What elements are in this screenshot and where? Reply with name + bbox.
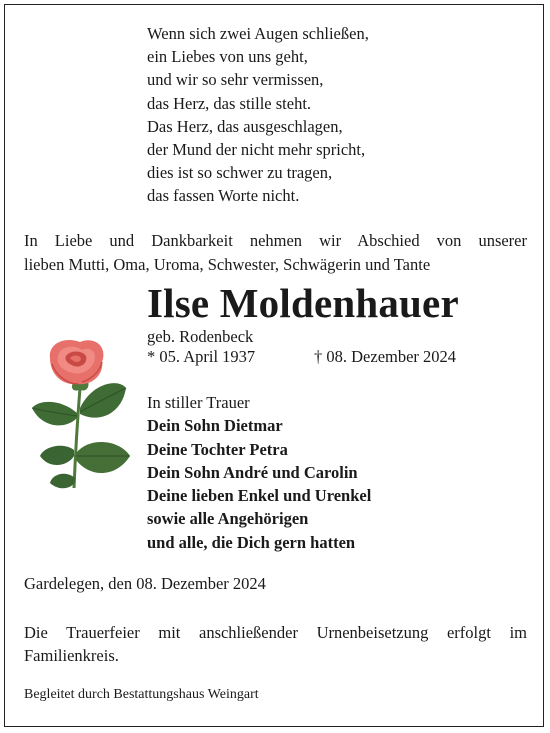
poem-line: Wenn sich zwei Augen schließen, (147, 24, 369, 43)
poem-line: das Herz, das stille steht. (147, 93, 312, 113)
undertaker-credit: Begleitet durch Bestattungshaus Weingart (24, 687, 259, 702)
funeral-notice (24, 621, 527, 667)
mourner-line: Deine lieben Enkel und Urenkel (147, 486, 372, 506)
rose-image (30, 338, 138, 493)
life-dates (147, 346, 487, 368)
place-and-date: Gardelegen, den 08. Dezember 2024 (24, 574, 266, 593)
intro-text (24, 229, 527, 277)
funeral-line-2: Familienkreis. (24, 646, 119, 665)
intro-line-2: lieben Mutti, Oma, Uroma, Schwester, Schwägerin und Tante (24, 255, 431, 274)
born-name: geb. Rodenbeck (147, 327, 254, 346)
poem-line: dies ist so schwer zu tragen, (147, 163, 333, 183)
poem-line: Das Herz, das ausgeschlagen, (147, 116, 343, 136)
poem-line: der Mund der nicht mehr spricht, (147, 139, 366, 159)
mourner-line: sowie alle Angehörigen (147, 509, 309, 529)
intro-line-1: In Liebe und Dankbarkeit nehmen wir Abschied von unserer (24, 231, 527, 250)
mourners-heading: In stiller Trauer (147, 393, 250, 412)
birth-date: * 05. April 1937 (147, 347, 256, 366)
poem (147, 22, 369, 208)
death-date: † 08. Dezember 2024 (314, 347, 457, 366)
poem-line: und wir so sehr vermissen, (147, 70, 324, 90)
mourner-line: Deine Tochter Petra (147, 439, 288, 459)
funeral-line-1: Die Trauerfeier mit anschließender Urnenbeisetzung erfolgt im (24, 623, 527, 642)
mourner-line: und alle, die Dich gern hatten (147, 532, 356, 552)
mourners-list (147, 391, 371, 554)
deceased-name: Ilse Moldenhauer (147, 280, 459, 326)
mourner-line: Dein Sohn André und Carolin (147, 462, 358, 482)
poem-line: ein Liebes von uns geht, (147, 47, 308, 67)
mourner-line: Dein Sohn Dietmar (147, 416, 283, 436)
poem-line: das fassen Worte nicht. (147, 186, 300, 206)
